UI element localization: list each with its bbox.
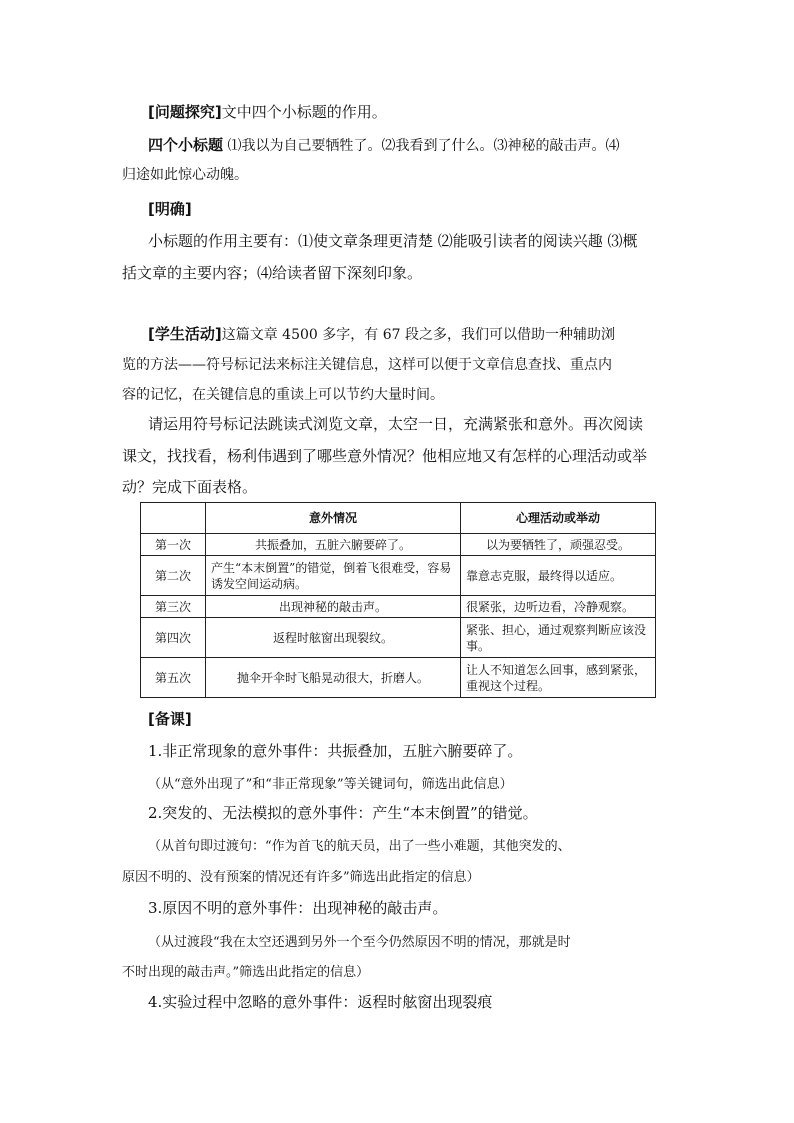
instruction-line-3: 动？完成下面表格。: [122, 478, 258, 496]
prep-item-3: 3.原因不明的意外事件：出现神秘的敲击声。: [148, 899, 448, 917]
row-reaction: 以为要牺牲了，顽强忍受。: [461, 534, 656, 556]
activity-tag: [学生活动]: [148, 325, 222, 343]
subtitles-line-2: 归途如此惊心动魄。: [122, 167, 248, 183]
prep-note-1: （从“意外出现了”和“非正常现象”等关键词句，筛选出此信息）: [148, 777, 513, 792]
answer-tag: [明确]: [148, 200, 192, 218]
prep-note-2-line-2: 原因不明的、没有预案的情况还有许多”筛选出此指定的信息）: [122, 870, 480, 885]
activity-line-3: 容的记忆，在关键信息的重读上可以节约大量时间。: [122, 387, 444, 403]
activity-line-2: 览的方法——符号标记法来标注关键信息，这样可以便于文章信息查找、重点内: [122, 357, 612, 373]
answer-line-2: 括文章的主要内容；⑷给读者留下深刻印象。: [122, 264, 423, 282]
question-tag: [问题探究]: [148, 103, 222, 121]
instruction-line-1: 请运用符号标记法跳读式浏览文章，太空一日，充满紧张和意外。再次阅读: [148, 415, 644, 433]
table-row: [141, 556, 656, 596]
question-heading-line: [148, 101, 387, 122]
table-row: [141, 658, 656, 698]
row-event: 共振叠加，五脏六腑要碎了。: [206, 534, 461, 556]
table-header-reaction: 心理活动或举动: [461, 503, 656, 534]
row-label: 第五次: [141, 658, 206, 698]
row-label: 第一次: [141, 534, 206, 556]
row-event: 返程时舷窗出现裂纹。: [206, 618, 461, 658]
prep-tag: [备课]: [148, 710, 192, 728]
answer-line-1: 小标题的作用主要有：⑴使文章条理更清楚 ⑵能吸引读者的阅读兴趣 ⑶概: [148, 232, 638, 250]
subtitles-text-1: ⑴我以为自己要牺牲了。⑵我看到了什么。⑶神秘的敲击声。⑷: [227, 138, 620, 154]
subtitles-label: 四个小标题: [148, 136, 224, 154]
row-reaction: 靠意志克服，最终得以适应。: [461, 556, 656, 596]
table-row: [141, 596, 656, 618]
instruction-line-2: 课文，找找看，杨利伟遇到了哪些意外情况？他相应地又有怎样的心理活动或举: [122, 447, 648, 465]
row-event: 产生“本末倒置”的错觉，倒着飞很难受，容易诱发空间运动病。: [206, 556, 461, 596]
table-header-event: 意外情况: [206, 503, 461, 534]
row-label: 第三次: [141, 596, 206, 618]
prep-note-3-line-1: （从过渡段“我在太空还遇到另外一个至今仍然原因不明的情况，那就是时: [148, 935, 571, 950]
row-label: 第四次: [141, 618, 206, 658]
row-reaction: 让人不知道怎么回事，感到紧张，重视这个过程。: [461, 658, 656, 698]
subtitles-line-1: [148, 134, 619, 155]
activity-text-1: 这篇文章 4500 多字，有 67 段之多，我们可以借助一种辅助浏: [221, 327, 615, 343]
events-table: [140, 502, 656, 698]
question-title: 文中四个小标题的作用。: [221, 103, 387, 121]
table-header-blank: [141, 503, 206, 534]
prep-note-2-line-1: （从首句即过渡句：“作为首飞的航天员，出了一些小难题，其他突发的、: [148, 839, 571, 854]
activity-line-1: [148, 323, 615, 344]
row-reaction: 紧张、担心，通过观察判断应该没事。: [461, 618, 656, 658]
row-reaction: 很紧张，边听边看，冷静观察。: [461, 596, 656, 618]
prep-item-1: 1.非正常现象的意外事件：共振叠加，五脏六腑要碎了。: [148, 742, 523, 760]
prep-item-2: 2.突发的、无法模拟的意外事件：产生“本末倒置”的错觉。: [148, 804, 538, 822]
row-event: 出现神秘的敲击声。: [206, 596, 461, 618]
row-event: 抛伞开伞时飞船晃动很大，折磨人。: [206, 658, 461, 698]
table-header-row: [141, 503, 656, 534]
prep-item-4: 4.实验过程中忽略的意外事件：返程时舷窗出现裂痕: [148, 993, 493, 1011]
table-row: [141, 618, 656, 658]
prep-note-3-line-2: 不时出现的敲击声。”筛选出此指定的信息）: [122, 965, 370, 980]
row-label: 第二次: [141, 556, 206, 596]
table-row: [141, 534, 656, 556]
